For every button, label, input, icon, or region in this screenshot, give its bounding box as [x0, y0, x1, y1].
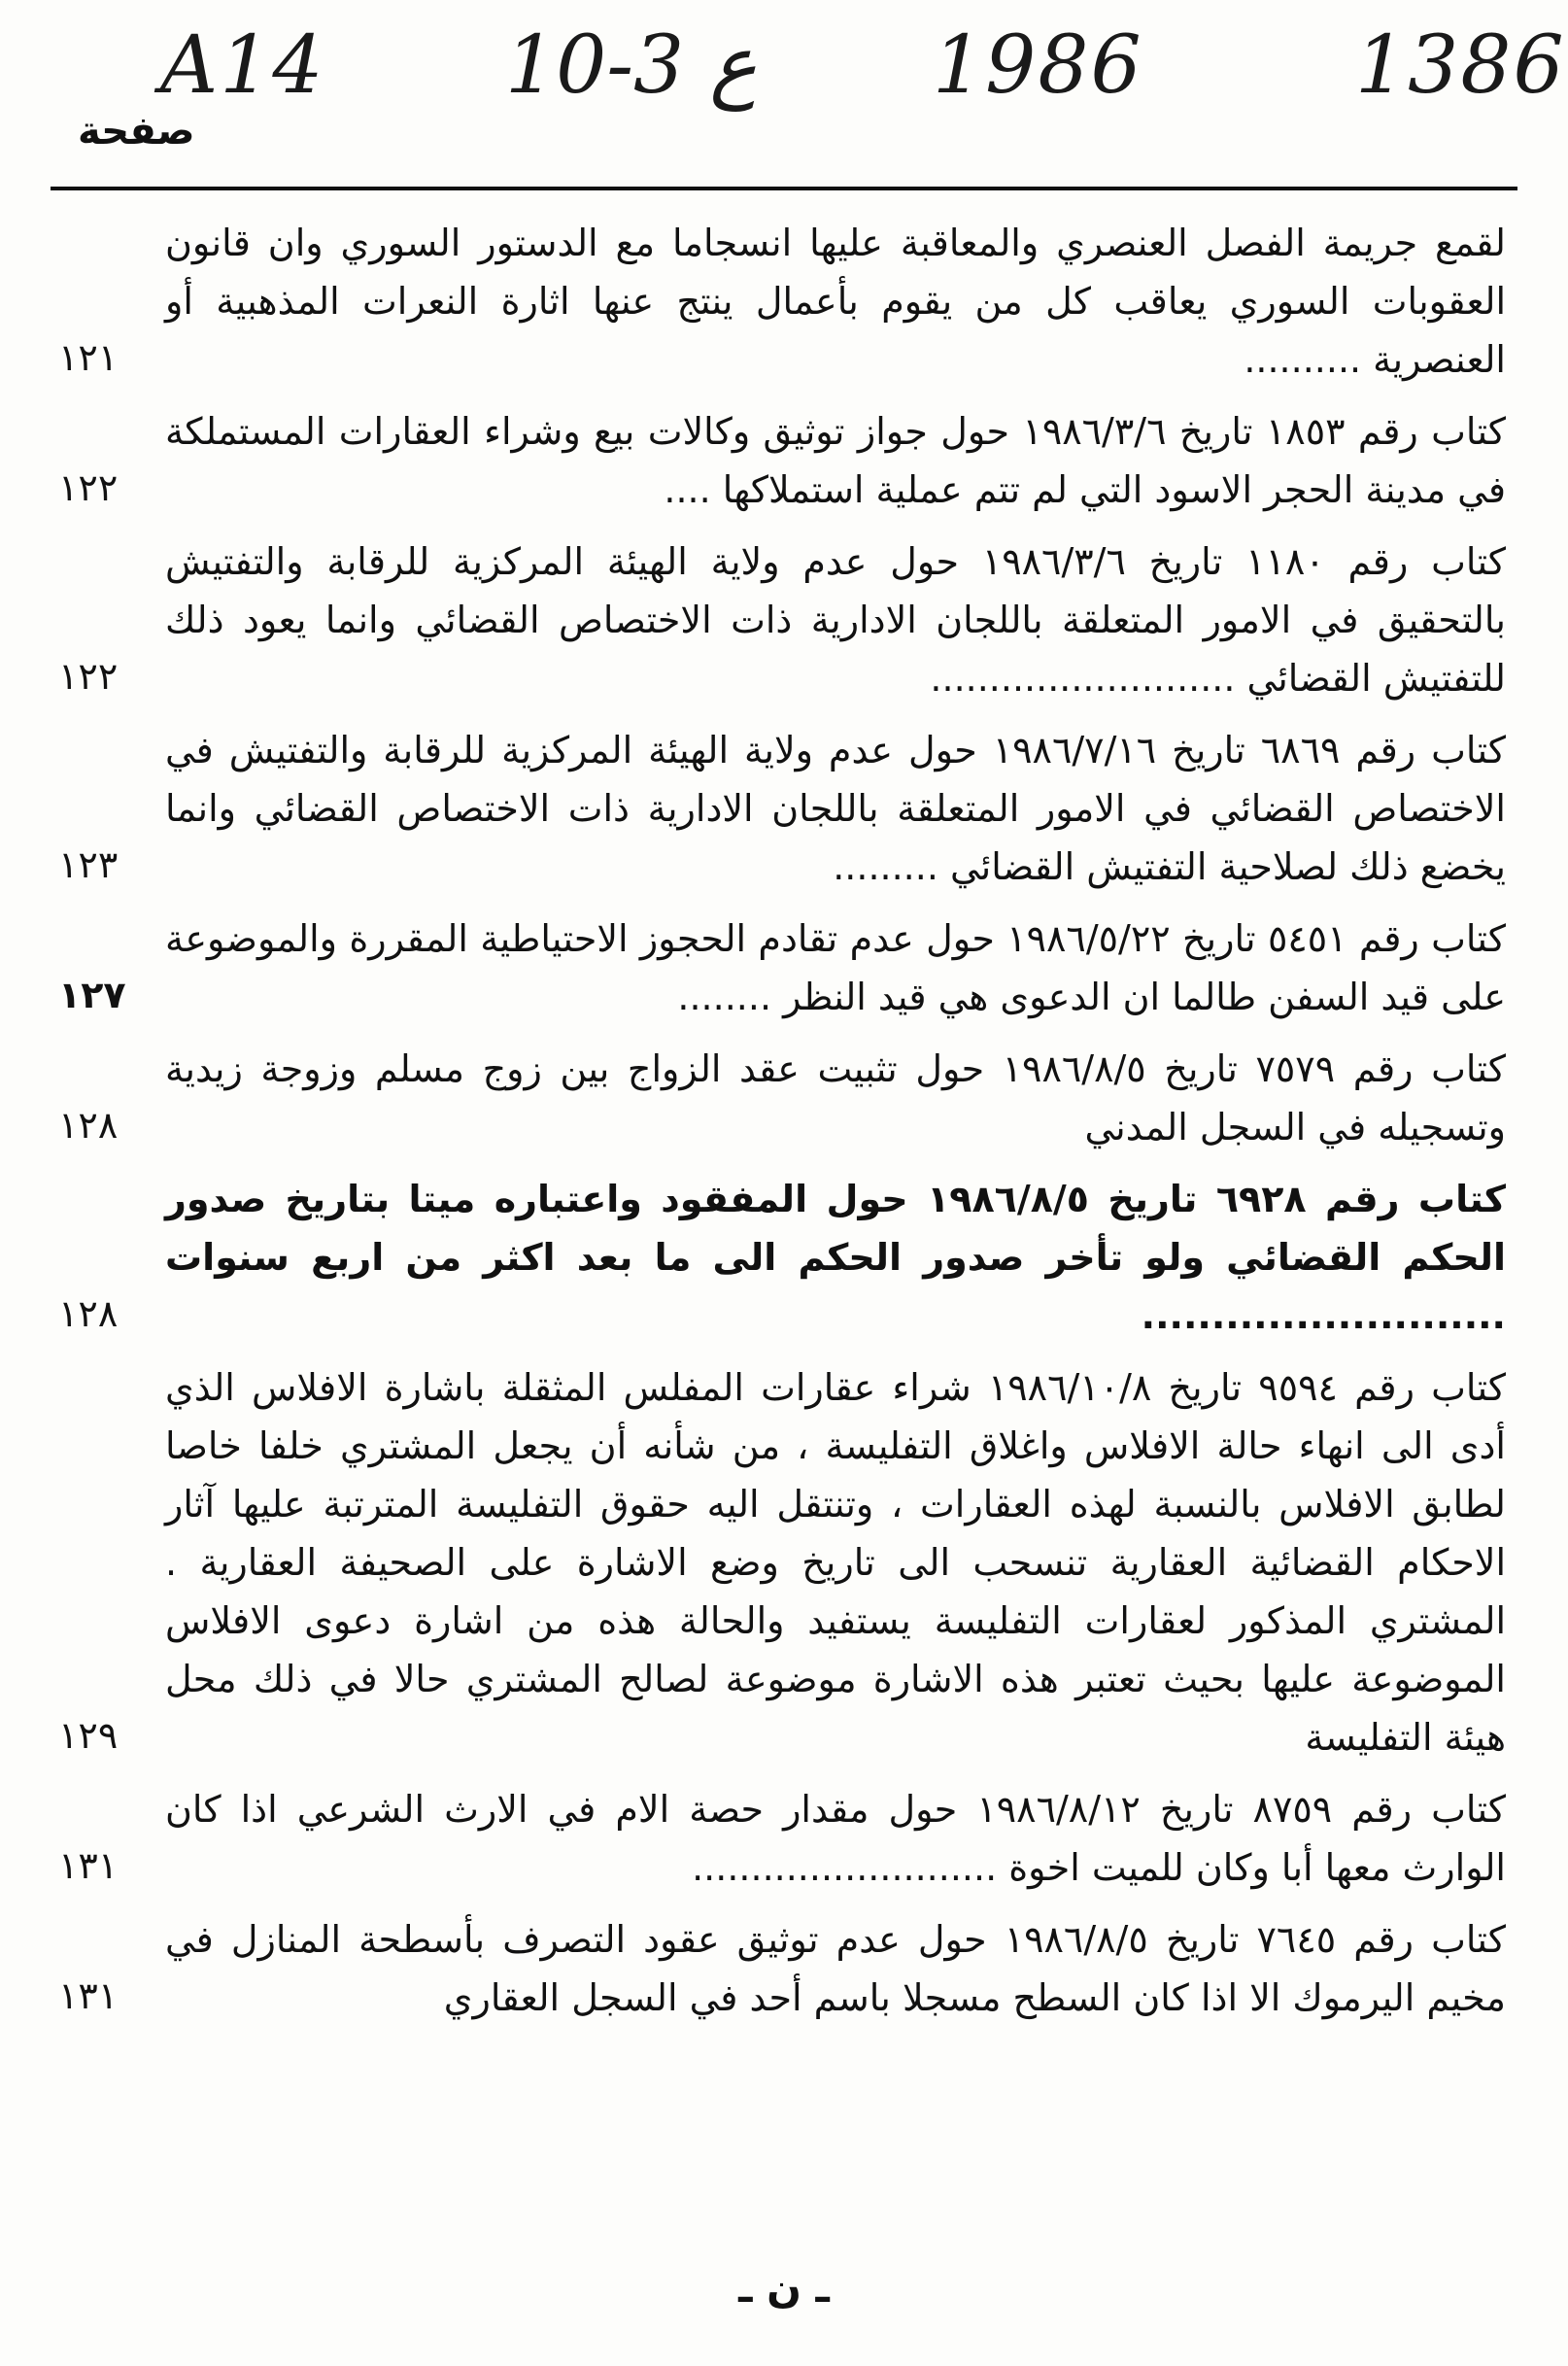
index-entry-9	[58, 1780, 1506, 1897]
index-entry-4	[58, 721, 1506, 896]
index-entry-2	[58, 402, 1506, 519]
entry-text: كتاب رقم ٧٥٧٩ تاريخ ١٩٨٦/٨/٥ حول تثبيت عقد الزواج بين زوج مسلم وزوجة زيدية وتسجيله في السجل المدني	[165, 1047, 1506, 1149]
handwritten-note-4: 1386	[1355, 19, 1566, 112]
entry-text: لقمع جريمة الفصل العنصري والمعاقبة عليها انسجاما مع الدستور السوري وان قانون العقوبات السوري يعاقب كل من يقوم بأعمال ينتج عنها اثارة النعرات المذهبية أو العنصرية ..........	[165, 222, 1506, 381]
entry-page-number: ١٢٨	[58, 1292, 119, 1335]
entry-text: كتاب رقم ٩٥٩٤ تاريخ ١٩٨٦/١٠/٨ شراء عقارات المفلس المثقلة باشارة الافلاس الذي أدى الى انهاء حالة الافلاس واغلاق التفليسة ، من شأنه أن يجعل المشتري خلفا خاصا لطابق الافلاس بالنسبة لهذه العقارات ، وتنتقل اليه حقوق التفليسة المترتبة عليها آثار الاحكام القضائية العقارية تنسحب الى تاريخ وضع الاشارة على الصحيفة العقارية . المشتري المذكور لعقارات التفليسة يستفيد والحالة هذه من اشارة دعوى الافلاس الموضوعة عليها بحيث تعتبر هذه الاشارة موضوعة لصالح المشتري حالا في ذلك محل هيئة التفليسة	[165, 1366, 1507, 1759]
header-divider	[51, 187, 1517, 190]
entry-page-number: ١٢٣	[58, 843, 119, 886]
entry-text: كتاب رقم ١٨٥٣ تاريخ ١٩٨٦/٣/٦ حول جواز توثيق وكالات بيع وشراء العقارات المستملكة في مدينة الحجر الاسود التي لم تتم عملية استملاكها ....	[165, 410, 1506, 511]
entry-text: كتاب رقم ٨٧٥٩ تاريخ ١٩٨٦/٨/١٢ حول مقدار حصة الام في الارث الشرعي اذا كان الوارث معها أبا وكان للميت اخوة ..........................	[165, 1788, 1507, 1889]
entry-page-number: ١٢٩	[58, 1714, 119, 1757]
page-footer-mark: ـ ن ـ	[738, 2264, 830, 2312]
entry-page-number: ١٢٧	[58, 974, 126, 1016]
entry-page-number: ١٣١	[58, 1974, 119, 2017]
index-entry-8	[58, 1358, 1506, 1766]
entry-page-number: ١٢٨	[58, 1104, 119, 1147]
entry-text: كتاب رقم ٦٨٦٩ تاريخ ١٩٨٦/٧/١٦ حول عدم ولاية الهيئة المركزية للرقابة والتفتيش في الاختصاص القضائي في الامور المتعلقة باللجان الادارية ذات الاختصاص القضائي وانما يخضع ذلك لصلاحية التفتيش القضائي .........	[165, 729, 1507, 888]
entry-page-number: ١٢٢	[58, 466, 119, 509]
page-column-label: صفحة	[78, 109, 195, 154]
index-entry-6	[58, 1040, 1506, 1156]
entry-page-number: ١٣١	[58, 1844, 119, 1887]
index-entry-5	[58, 909, 1506, 1026]
index-entry-1	[58, 214, 1506, 389]
entry-text: كتاب رقم ٥٤٥١ تاريخ ١٩٨٦/٥/٢٢ حول عدم تقادم الحجوز الاحتياطية المقررة والموضوعة على قيد السفن طالما ان الدعوى هي قيد النظر ........	[165, 917, 1506, 1018]
handwritten-note-2: 10-3 ع	[505, 19, 758, 112]
index-entry-10	[58, 1910, 1506, 2027]
index-entry-7	[58, 1170, 1506, 1345]
index-entries	[58, 214, 1506, 2040]
handwritten-note-3: 1986	[933, 19, 1143, 112]
entry-page-number: ١٢٢	[58, 655, 119, 698]
entry-page-number: ١٢١	[58, 336, 119, 379]
entry-text: كتاب رقم ٦٩٢٨ تاريخ ١٩٨٦/٨/٥ حول المفقود واعتباره ميتا بتاريخ صدور الحكم القضائي ولو تأخر صدور الحكم الى ما بعد اكثر من اربع سنوات ..........................	[165, 1178, 1506, 1337]
handwritten-note-1: A14	[160, 19, 325, 112]
entry-text: كتاب رقم ١١٨٠ تاريخ ١٩٨٦/٣/٦ حول عدم ولاية الهيئة المركزية للرقابة والتفتيش بالتحقيق في الامور المتعلقة باللجان الادارية ذات الاختصاص القضائي وانما يعود ذلك للتفتيش القضائي ..........................	[165, 540, 1507, 700]
entry-text: كتاب رقم ٧٦٤٥ تاريخ ١٩٨٦/٨/٥ حول عدم توثيق عقود التصرف بأسطحة المنازل في مخيم اليرموك الا اذا كان السطح مسجلا باسم أحد في السجل العقاري	[165, 1918, 1506, 2019]
index-entry-3	[58, 532, 1506, 707]
